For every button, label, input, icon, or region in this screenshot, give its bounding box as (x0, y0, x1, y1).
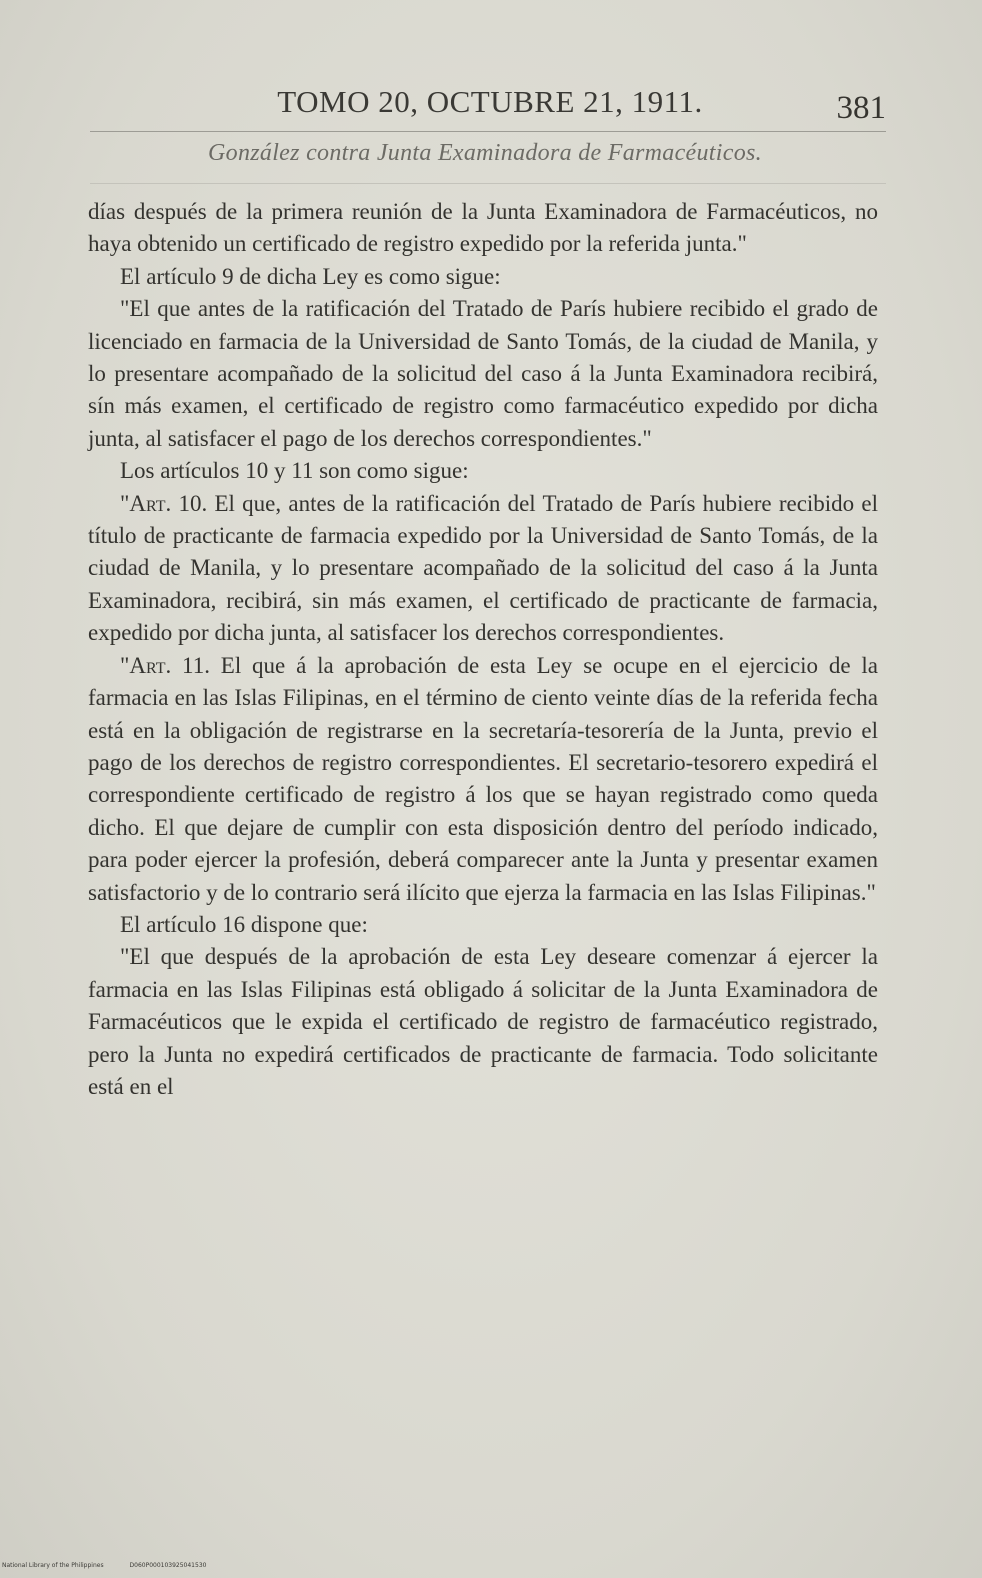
paragraph-article-11 (88, 650, 878, 909)
article-11-label: "Art. 11. (120, 652, 210, 678)
paragraph-article-9-intro: El artículo 9 de dicha Ley es como sigue: (120, 263, 501, 289)
subtitle-rule (90, 183, 886, 184)
paragraph-article-16-quote: "El que después de la aprobación de esta Ley deseare comenzar á ejercer la farmacia en las Islas Filipinas está obligado á solicitar de la Junta Examinadora de Farmacéuticos que le expida el certificado de registro de farmacéutico registrado, pero la Junta no expedirá certificados de practicante de farmacia. Todo solicitante está en el (88, 944, 878, 1099)
footer-code: D060P000103925041530 (129, 1562, 207, 1569)
article-10-text: El que, antes de la ratificación del Tratado de París hubiere recibido el título de practicante de farmacia expedido por la Universidad de Santo Tomás, de la ciudad de Manila, y lo presentare acompañado de la solicitud del caso á la Junta Examinadora, recibirá, sin más examen, el certificado de practicante de farmacia, expedido por dicha junta, al satisfacer los derechos correspondientes. (88, 490, 879, 646)
header-rule (90, 131, 886, 132)
paragraph-article-10 (88, 488, 878, 650)
footer-library: National Library of the Philippines (2, 1562, 104, 1569)
article-10-label: "Art. 10. (120, 490, 208, 516)
scan-footer (2, 1562, 230, 1569)
running-head (90, 84, 890, 130)
paragraph-article-9-quote: "El que antes de la ratificación del Tratado de París hubiere recibido el grado de licenciado en farmacia de la Universidad de Santo Tomás, de la ciudad de Manila, y lo presentare acompañado de la solicitud del caso á la Junta Examinadora recibirá, sín más examen, el certificado de registro como farmacéutico expedido por dicha junta, al satisfacer el pago de los derechos correspondientes." (88, 296, 878, 451)
article-11-text: El que á la aprobación de esta Ley se ocupe en el ejercicio de la farmacia en las Islas Filipinas, en el término de ciento veinte días de la referida fecha está en la obligación de registrarse en la secretaría-tesorería de la Junta, previo el pago de los derechos de registro correspondientes. El secretario-tesorero expedirá el correspondiente certificado de registro á los que se hayan registrado como queda dicho. El que dejare de cumplir con esta disposición dentro del período indicado, para poder ejercer la profesión, deberá comparecer ante la Junta y presentar examen satisfactorio y de lo contrario será ilícito que ejerza la farmacia en las Islas Filipinas." (88, 652, 878, 905)
paragraph-continuation: días después de la primera reunión de la Junta Examinadora de Farmacéuticos, no haya obtenido un certificado de registro expedido por la referida junta." (88, 199, 878, 257)
paragraph-articles-10-11-intro: Los artículos 10 y 11 son como sigue: (120, 458, 469, 484)
body-text (88, 196, 878, 1103)
paragraph-article-16-intro: El artículo 16 dispone que: (120, 911, 368, 937)
running-title: TOMO 20, OCTUBRE 21, 1911. (277, 84, 703, 119)
page-number: 381 (836, 90, 886, 126)
case-title: González contra Junta Examinadora de Farmacéuticos. (208, 140, 762, 166)
